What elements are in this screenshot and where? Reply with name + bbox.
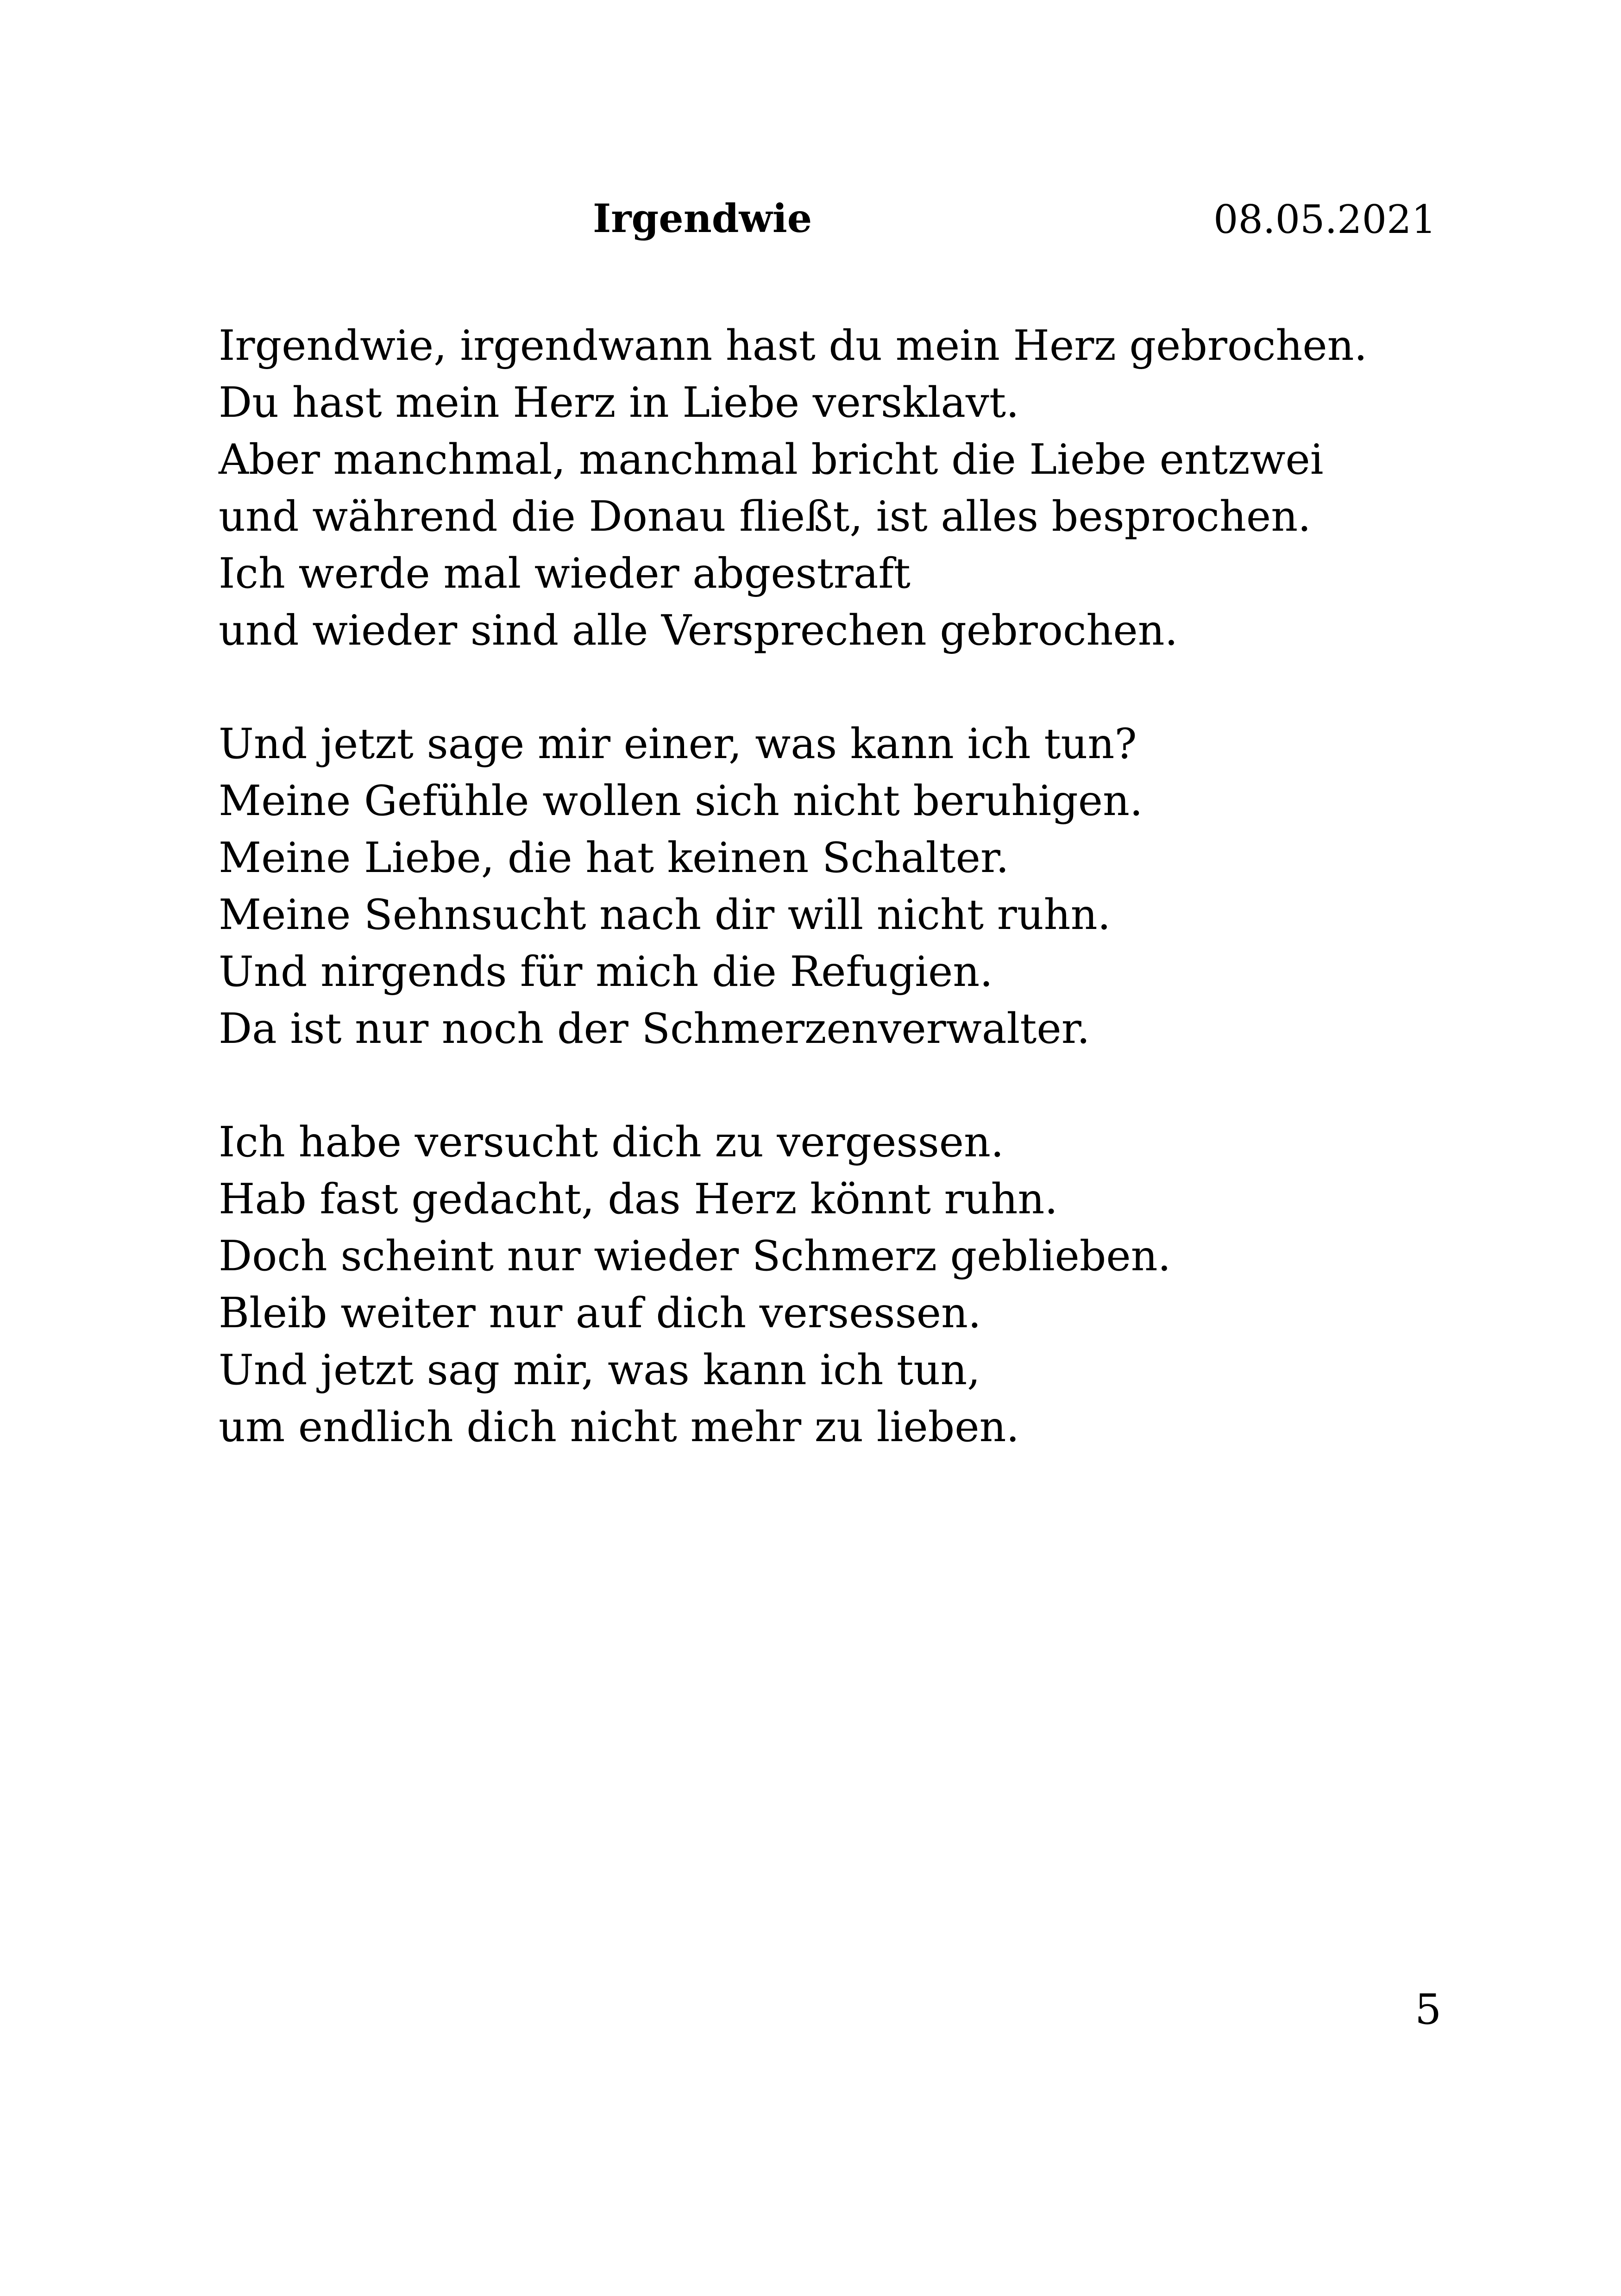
verse-line: Irgendwie, irgendwann hast du mein Herz gebrochen. [219, 321, 1368, 370]
verse-line: und während die Donau fließt, ist alles besprochen. [219, 492, 1311, 541]
verse-line: Ich werde mal wieder abgestraft [219, 549, 911, 598]
verse-line: Und nirgends für mich die Refugien. [219, 947, 993, 996]
poem-date: 08.05.2021 [1213, 197, 1436, 242]
verse-line: Da ist nur noch der Schmerzenverwalter. [219, 1004, 1090, 1053]
verse-line: um endlich dich nicht mehr zu lieben. [219, 1403, 1020, 1451]
poem-title: Irgendwie [593, 195, 812, 241]
verse-line: Meine Gefühle wollen sich nicht beruhigen. [219, 777, 1143, 825]
verse-line: Meine Liebe, die hat keinen Schalter. [219, 834, 1009, 882]
stanza-2 [219, 715, 1469, 1057]
verse-line: Doch scheint nur wieder Schmerz geblieben. [219, 1232, 1171, 1280]
verse-line: Und jetzt sag mir, was kann ich tun, [219, 1346, 980, 1394]
stanza-1 [219, 317, 1469, 659]
poem-body [219, 317, 1469, 1455]
verse-line: Und jetzt sage mir einer, was kann ich tun? [219, 720, 1137, 768]
page-number: 5 [1415, 1985, 1442, 2034]
verse-line: Meine Sehnsucht nach dir will nicht ruhn. [219, 891, 1111, 939]
verse-line: Hab fast gedacht, das Herz könnt ruhn. [219, 1175, 1058, 1223]
verse-line: Ich habe versucht dich zu vergessen. [219, 1118, 1004, 1167]
stanza-3 [219, 1114, 1469, 1455]
verse-line: Bleib weiter nur auf dich versessen. [219, 1289, 981, 1337]
verse-line: Aber manchmal, manchmal bricht die Liebe entzwei [219, 435, 1324, 484]
verse-line: und wieder sind alle Versprechen gebrochen. [219, 606, 1178, 655]
verse-line: Du hast mein Herz in Liebe versklavt. [219, 378, 1019, 427]
